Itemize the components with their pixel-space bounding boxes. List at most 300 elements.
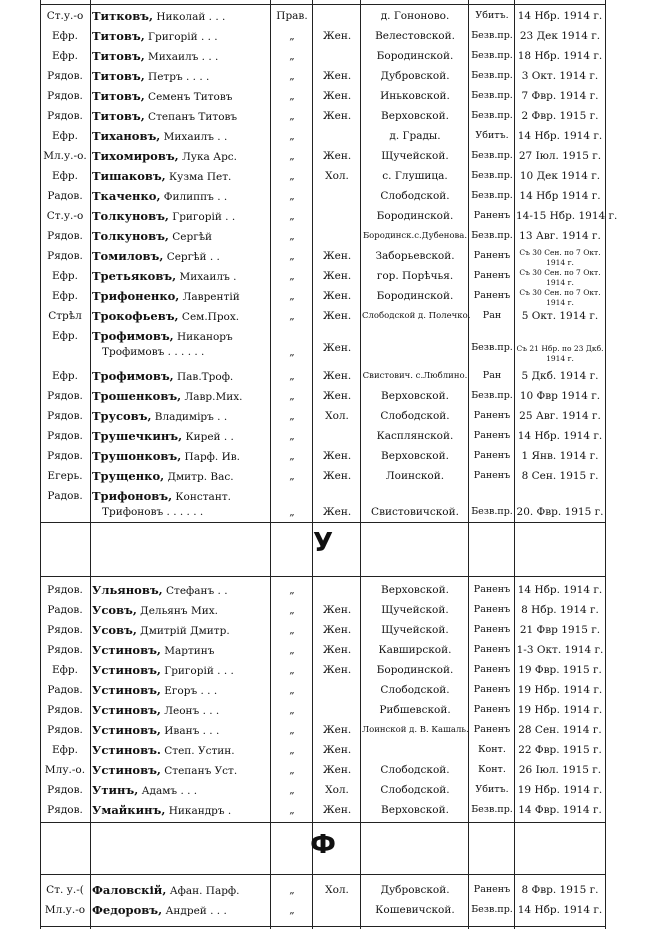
- record-row: [40, 386, 606, 406]
- rank: Ефр.: [52, 30, 78, 42]
- casualty-status: Раненъ: [473, 624, 511, 635]
- casualty-status: Раненъ: [473, 410, 511, 421]
- record-row: [40, 880, 606, 900]
- soldier-name: Трущенко, Дмитр. Вас.: [92, 469, 234, 483]
- records-block-t2: [40, 366, 606, 486]
- record-row: [40, 900, 606, 920]
- soldier-name: Титовъ, Степанъ Титовъ: [92, 109, 238, 123]
- casualty-date: Съ 30 Сен. по 7 Окт. 1914 г.: [519, 268, 601, 287]
- ditto-mark: „: [289, 390, 295, 402]
- rank: Рядов.: [47, 644, 83, 656]
- ditto-mark: „: [289, 290, 295, 302]
- family-status: Жен.: [322, 150, 352, 162]
- rank: Ефр.: [52, 664, 78, 676]
- record-row: [40, 266, 606, 286]
- village: Верховской.: [381, 584, 449, 596]
- village: Щучейской.: [381, 624, 449, 636]
- soldier-name: Титовъ, Григорій . . .: [92, 29, 218, 43]
- family-status: Жен.: [322, 310, 352, 322]
- rank: Рядов.: [47, 450, 83, 462]
- casualty-date: 8 Сен. 1915 г.: [521, 470, 599, 482]
- record-row: [40, 426, 606, 446]
- soldier-name: Третьяковъ, Михаилъ .: [92, 269, 237, 283]
- soldier-name: Устиновъ. Степ. Устин.: [92, 743, 235, 757]
- casualty-status: Безв.пр.: [471, 506, 513, 517]
- casualty-status: Безв.пр.: [471, 390, 513, 401]
- family-status: Жен.: [322, 390, 352, 402]
- casualty-status: Безв.пр.: [471, 170, 513, 181]
- rank: Егерь.: [47, 470, 83, 482]
- casualty-status: Раненъ: [473, 470, 511, 481]
- records-block-t1: [40, 6, 618, 326]
- village: Свистовичской.: [371, 506, 459, 518]
- ditto-mark: „: [289, 644, 295, 656]
- casualty-status: Раненъ: [473, 250, 511, 261]
- ditto-mark: „: [289, 904, 295, 916]
- village: с. Глушица.: [382, 170, 448, 182]
- ditto-mark: „: [289, 150, 295, 162]
- family-status: Жен.: [322, 450, 352, 462]
- casualty-date: 8 Фвр. 1915 г.: [521, 884, 599, 896]
- family-status: Жен.: [322, 764, 352, 776]
- casualty-status: Раненъ: [473, 604, 511, 615]
- casualty-date: 14 Нбр 1914 г.: [519, 190, 601, 202]
- village: д. Гононово.: [380, 10, 450, 22]
- casualty-status: Конт.: [478, 744, 506, 755]
- village: Бородинской.: [376, 50, 454, 62]
- rank: Ефр.: [52, 130, 78, 142]
- rank: Мл.у.-о.: [43, 150, 87, 162]
- soldier-name: Трифоновъ, Констант.: [92, 489, 231, 503]
- record-row: [40, 406, 606, 426]
- casualty-date: 10 Дек 1914 г.: [519, 170, 601, 182]
- village: Дубровской.: [380, 70, 450, 82]
- soldier-name: Титовъ, Петръ . . . .: [92, 69, 210, 83]
- ditto-mark: „: [289, 884, 295, 896]
- village: Верховской.: [381, 390, 449, 402]
- record-row: [40, 26, 606, 46]
- casualty-date: 14 Нбр. 1914 г.: [517, 130, 603, 142]
- record-row: [40, 800, 606, 820]
- rank: Радов.: [47, 604, 83, 616]
- ditto-mark: „: [289, 210, 295, 222]
- casualty-status: Безв.пр.: [471, 904, 513, 915]
- family-status: Жен.: [322, 644, 352, 656]
- soldier-name: Фаловскій, Афан. Парф.: [92, 883, 240, 897]
- section-rule: [40, 522, 606, 523]
- casualty-date: 26 Іюл. 1915 г.: [518, 764, 602, 776]
- ditto-mark: „: [289, 804, 295, 816]
- record-row: [40, 740, 606, 760]
- soldier-name: Трушечкинъ, Кирей . .: [92, 429, 234, 443]
- casualty-date: 1 Янв. 1914 г.: [521, 450, 599, 462]
- rank: Ефр.: [52, 370, 78, 382]
- casualty-status: Раненъ: [473, 644, 511, 655]
- rank: Ефр.: [52, 744, 78, 756]
- casualty-date: 14 Нбр. 1914 г.: [517, 430, 603, 442]
- village: Касплянской.: [376, 430, 454, 442]
- casualty-date: 18 Нбр. 1914 г.: [517, 50, 603, 62]
- family-status: Хол.: [325, 170, 349, 182]
- village: Иньковской.: [380, 90, 450, 102]
- ditto-mark: „: [289, 346, 295, 358]
- casualty-status: Безв.пр.: [471, 230, 513, 241]
- casualty-status: Ран: [482, 370, 502, 381]
- casualty-status: Убитъ.: [475, 10, 509, 21]
- soldier-name: Устиновъ, Леонъ . . .: [92, 703, 220, 717]
- village: Слободской.: [380, 190, 450, 202]
- soldier-name: Трушонковъ, Парф. Ив.: [92, 449, 240, 463]
- village: д. Грады.: [389, 130, 441, 142]
- ditto-mark: „: [289, 310, 295, 322]
- ditto-mark: „: [289, 450, 295, 462]
- ditto-mark: „: [289, 506, 295, 518]
- ditto-mark: „: [289, 624, 295, 636]
- casualty-date: 23 Дек 1914 г.: [519, 30, 601, 42]
- rank: Рядов.: [47, 704, 83, 716]
- section-rule: [40, 874, 606, 875]
- village: Свистович. с.Люблино.: [362, 371, 468, 381]
- rank: Радов.: [47, 190, 83, 202]
- casualty-date: 1-3 Окт. 1914 г.: [516, 644, 604, 656]
- village: Верховской.: [381, 450, 449, 462]
- ditto-mark: „: [289, 130, 295, 142]
- ditto-mark: „: [289, 170, 295, 182]
- casualty-status: Раненъ: [473, 430, 511, 441]
- rank: Ефр.: [52, 270, 78, 282]
- rank: Радов.: [47, 684, 83, 696]
- village: Верховской.: [381, 110, 449, 122]
- casualty-date: 28 Сен. 1914 г.: [518, 724, 602, 736]
- rank: Рядов.: [47, 784, 83, 796]
- casualty-date: 14-15 Нбр. 1914 г.: [516, 210, 618, 222]
- soldier-name: Федоровъ, Андрей . . .: [92, 903, 227, 917]
- village: Лоинской.: [385, 470, 445, 482]
- ditto-mark: „: [289, 704, 295, 716]
- record-row: [40, 86, 606, 106]
- rank: Рядов.: [47, 430, 83, 442]
- casualty-date: Съ 30 Сен. по 7 Окт. 1914 г.: [519, 288, 601, 307]
- casualty-status: Раненъ: [473, 724, 511, 735]
- rank: Мл.у.-о: [44, 904, 86, 916]
- record-row: [40, 46, 606, 66]
- family-status: Жен.: [322, 470, 352, 482]
- village: Кавширской.: [378, 644, 452, 656]
- family-status: Жен.: [322, 290, 352, 302]
- section-letter-f: Ф: [310, 830, 336, 860]
- rank: Рядов.: [47, 584, 83, 596]
- village: Бородинской.: [376, 290, 454, 302]
- record-row: [40, 126, 606, 146]
- soldier-name: Тихомировъ, Лука Арс.: [92, 149, 238, 163]
- casualty-status: Безв.пр.: [471, 804, 513, 815]
- village: Слободской д. Полечко.: [362, 311, 471, 321]
- soldier-name: Титовъ, Семенъ Титовъ: [92, 89, 233, 103]
- ditto-mark: „: [289, 764, 295, 776]
- ditto-mark: „: [289, 724, 295, 736]
- casualty-date: 27 Іюл. 1915 г.: [518, 150, 602, 162]
- casualty-date: 21 Фвр 1915 г.: [519, 624, 601, 636]
- record-row: [40, 66, 606, 86]
- casualty-date: 3 Окт. 1914 г.: [521, 70, 599, 82]
- soldier-name-line2: Трофимовъ . . . . . .: [102, 346, 205, 358]
- soldier-name: Трокофьевъ, Сем.Прох.: [92, 309, 240, 323]
- record-row: [40, 6, 606, 26]
- casualty-date: 8 Нбр. 1914 г.: [521, 604, 599, 616]
- soldier-name: Трофимовъ, Никаноръ: [92, 329, 233, 343]
- rank: Рядов.: [47, 250, 83, 262]
- casualty-status: Безв.пр.: [471, 110, 513, 121]
- casualty-date: 19 Фвр. 1915 г.: [518, 664, 602, 676]
- village: Заборьевской.: [375, 250, 455, 262]
- family-status: Жен.: [322, 724, 352, 736]
- record-row: [40, 146, 606, 166]
- soldier-name: Трифоненко, Лаврентій: [92, 289, 240, 303]
- records-block-f: [40, 880, 606, 920]
- soldier-name: Устиновъ, Григорій . . .: [92, 663, 234, 677]
- record-row: [40, 246, 606, 266]
- soldier-name: Трофимовъ, Пав.Троф.: [92, 369, 234, 383]
- family-status: Хол.: [325, 784, 349, 796]
- ditto-mark: „: [289, 30, 295, 42]
- village: Слободской.: [380, 764, 450, 776]
- casualty-status: Ран: [482, 310, 502, 321]
- record-row: [40, 640, 606, 660]
- casualty-date: Съ 30 Сен. по 7 Окт. 1914 г.: [519, 248, 601, 267]
- rank: Радов.: [47, 490, 83, 502]
- ditto-mark: Прав.: [276, 10, 308, 22]
- ditto-mark: „: [289, 784, 295, 796]
- soldier-name: Толкуновъ, Григорій . .: [92, 209, 236, 223]
- record-row: [40, 206, 618, 226]
- ditto-mark: „: [289, 430, 295, 442]
- casualty-date: 5 Окт. 1914 г.: [521, 310, 599, 322]
- casualty-date: 14 Нбр. 1914 г.: [517, 10, 603, 22]
- village: Слободской.: [380, 784, 450, 796]
- ditto-mark: „: [289, 744, 295, 756]
- family-status: Жен.: [322, 744, 352, 756]
- village: Кошевичской.: [375, 904, 455, 916]
- soldier-name: Тишаковъ, Кузма Пет.: [92, 169, 232, 183]
- village: Слободской.: [380, 410, 450, 422]
- rank: Ст. у.-(: [46, 884, 84, 896]
- casualty-status: Раненъ: [473, 290, 511, 301]
- rank: Млу.-о.: [44, 764, 86, 776]
- soldier-name: Устиновъ, Иванъ . . .: [92, 723, 220, 737]
- village: Велестовской.: [375, 30, 455, 42]
- village: гор. Порѣчья.: [376, 270, 454, 282]
- rank: Рядов.: [47, 410, 83, 422]
- rank: Рядов.: [47, 390, 83, 402]
- record-trifonov-konstant: [40, 486, 606, 522]
- village: Рибшевской.: [379, 704, 451, 716]
- family-status: Жен.: [322, 506, 352, 518]
- soldier-name: Устиновъ, Мартинъ: [92, 643, 215, 657]
- casualty-status: Безв.пр.: [471, 30, 513, 41]
- rank: Рядов.: [47, 804, 83, 816]
- casualty-date: Съ 21 Нбр. по 23 Дкб. 1914 г.: [516, 344, 604, 363]
- village: Верховской.: [381, 804, 449, 816]
- casualty-date: 14 Нбр. 1914 г.: [517, 584, 603, 596]
- family-status: Жен.: [322, 250, 352, 262]
- family-status: Жен.: [322, 664, 352, 676]
- family-status: Хол.: [325, 884, 349, 896]
- soldier-name: Трошенковъ, Лавр.Мих.: [92, 389, 243, 403]
- ditto-mark: „: [289, 664, 295, 676]
- ditto-mark: „: [289, 410, 295, 422]
- soldier-name: Устиновъ, Степанъ Уст.: [92, 763, 238, 777]
- section-rule: [40, 576, 606, 577]
- village: Бородинской.: [376, 210, 454, 222]
- record-row: [40, 446, 606, 466]
- ditto-mark: „: [289, 50, 295, 62]
- ditto-mark: „: [289, 110, 295, 122]
- family-status: Жен.: [322, 110, 352, 122]
- casualty-status: Безв.пр.: [471, 342, 513, 353]
- family-status: Хол.: [325, 410, 349, 422]
- soldier-name: Устиновъ, Егоръ . . .: [92, 683, 218, 697]
- record-row: [40, 166, 606, 186]
- casualty-date: 19 Нбр. 1914 г.: [517, 684, 603, 696]
- casualty-date: 19 Нбр. 1914 г.: [517, 784, 603, 796]
- rank: Рядов.: [47, 110, 83, 122]
- bottom-rule: [40, 926, 606, 927]
- records-block-u: [40, 580, 606, 820]
- ditto-mark: „: [289, 250, 295, 262]
- ditto-mark: „: [289, 584, 295, 596]
- village: Бородинск.с.Дубенова.: [362, 231, 468, 241]
- family-status: Жен.: [322, 604, 352, 616]
- record-row: [40, 620, 606, 640]
- soldier-name: Утинъ, Адамъ . . .: [92, 783, 198, 797]
- rank: Ст.у.-о: [46, 10, 84, 22]
- family-status: Жен.: [322, 270, 352, 282]
- rank: Рядов.: [47, 724, 83, 736]
- ditto-mark: „: [289, 230, 295, 242]
- casualty-date: 7 Фвр. 1914 г.: [521, 90, 599, 102]
- ditto-mark: „: [289, 70, 295, 82]
- family-status: Жен.: [322, 90, 352, 102]
- record-trofimov-nikanor: [40, 326, 606, 366]
- soldier-name: Трусовъ, Владиміръ . .: [92, 409, 228, 423]
- casualty-status: Раненъ: [473, 684, 511, 695]
- rank: Рядов.: [47, 624, 83, 636]
- casualty-date: 13 Авг. 1914 г.: [519, 230, 601, 242]
- record-row: [40, 780, 606, 800]
- village: Дубровской.: [380, 884, 450, 896]
- family-status: Жен.: [322, 30, 352, 42]
- family-status: Жен.: [322, 370, 352, 382]
- casualty-status: Безв.пр.: [471, 90, 513, 101]
- family-status: Жен.: [322, 804, 352, 816]
- casualty-date: 22 Фвр. 1915 г.: [518, 744, 602, 756]
- record-row: [40, 306, 606, 326]
- family-status: Жен.: [322, 624, 352, 636]
- record-row: [40, 366, 606, 386]
- rank: Рядов.: [47, 90, 83, 102]
- soldier-name: Усовъ, Дельянъ Мих.: [92, 603, 218, 617]
- casualty-date: 20. Фвр. 1915 г.: [516, 506, 604, 518]
- record-row: [40, 700, 606, 720]
- record-row: [40, 660, 606, 680]
- record-row: [40, 760, 606, 780]
- rank: Рядов.: [47, 70, 83, 82]
- casualty-status: Раненъ: [473, 450, 511, 461]
- casualty-status: Раненъ: [473, 664, 511, 675]
- soldier-name: Усовъ, Дмитрій Дмитр.: [92, 623, 230, 637]
- casualty-status: Убитъ.: [475, 784, 509, 795]
- village: Щучейской.: [381, 604, 449, 616]
- rank: Ефр.: [52, 290, 78, 302]
- casualty-status: Раненъ: [473, 884, 511, 895]
- casualty-date: 14 Фвр. 1914 г.: [518, 804, 602, 816]
- ditto-mark: „: [289, 684, 295, 696]
- family-status: Жен.: [322, 70, 352, 82]
- soldier-name: Титковъ, Николай . . .: [92, 9, 226, 23]
- village: Лоинской д. В. Кашаль.: [362, 725, 469, 735]
- top-rule: [40, 4, 606, 5]
- casualty-date: 10 Фвр 1914 г.: [519, 390, 601, 402]
- soldier-name: Умайкинъ, Никандръ .: [92, 803, 232, 817]
- ditto-mark: „: [289, 370, 295, 382]
- family-status: Жен.: [322, 342, 352, 354]
- casualty-date: 5 Дкб. 1914 г.: [521, 370, 599, 382]
- casualty-status: Безв.пр.: [471, 190, 513, 201]
- record-row: [40, 580, 606, 600]
- ditto-mark: „: [289, 90, 295, 102]
- soldier-name: Толкуновъ, Сергѣй: [92, 229, 213, 243]
- soldier-name: Ульяновъ, Стефанъ . .: [92, 583, 228, 597]
- ditto-mark: „: [289, 190, 295, 202]
- soldier-name-line2: Трифоновъ . . . . . .: [102, 506, 204, 518]
- rank: Рядов.: [47, 230, 83, 242]
- casualty-date: 19 Нбр. 1914 г.: [517, 704, 603, 716]
- section-rule: [40, 822, 606, 823]
- casualty-status: Безв.пр.: [471, 150, 513, 161]
- soldier-name: Титовъ, Михаилъ . . .: [92, 49, 219, 63]
- casualty-status: Раненъ: [473, 704, 511, 715]
- ditto-mark: „: [289, 270, 295, 282]
- casualty-status: Безв.пр.: [471, 70, 513, 81]
- casualty-date: 25 Авг. 1914 г.: [519, 410, 601, 422]
- ditto-mark: „: [289, 604, 295, 616]
- record-row: [40, 226, 606, 246]
- rank: Ефр.: [52, 330, 78, 342]
- record-row: [40, 106, 606, 126]
- record-row: [40, 720, 606, 740]
- register-page: [40, 0, 618, 929]
- section-letter-u: У: [312, 528, 334, 558]
- rank: Ефр.: [52, 50, 78, 62]
- rank: Ефр.: [52, 170, 78, 182]
- soldier-name: Ткаченко, Филиппъ . .: [92, 189, 228, 203]
- ditto-mark: „: [289, 470, 295, 482]
- casualty-status: Раненъ: [473, 270, 511, 281]
- soldier-name: Томиловъ, Сергѣй . .: [92, 249, 220, 263]
- record-row: [40, 286, 606, 306]
- casualty-date: 2 Фвр. 1915 г.: [521, 110, 599, 122]
- record-row: [40, 680, 606, 700]
- soldier-name: Тихановъ, Михаилъ . .: [92, 129, 228, 143]
- record-row: [40, 600, 606, 620]
- record-row: [40, 466, 606, 486]
- rank: Ст.у.-о: [46, 210, 84, 222]
- village: Щучейской.: [381, 150, 449, 162]
- casualty-status: Убитъ.: [475, 130, 509, 141]
- casualty-date: 14 Нбр. 1914 г.: [517, 904, 603, 916]
- rank: Стрѣл: [48, 310, 82, 322]
- village: Слободской.: [380, 684, 450, 696]
